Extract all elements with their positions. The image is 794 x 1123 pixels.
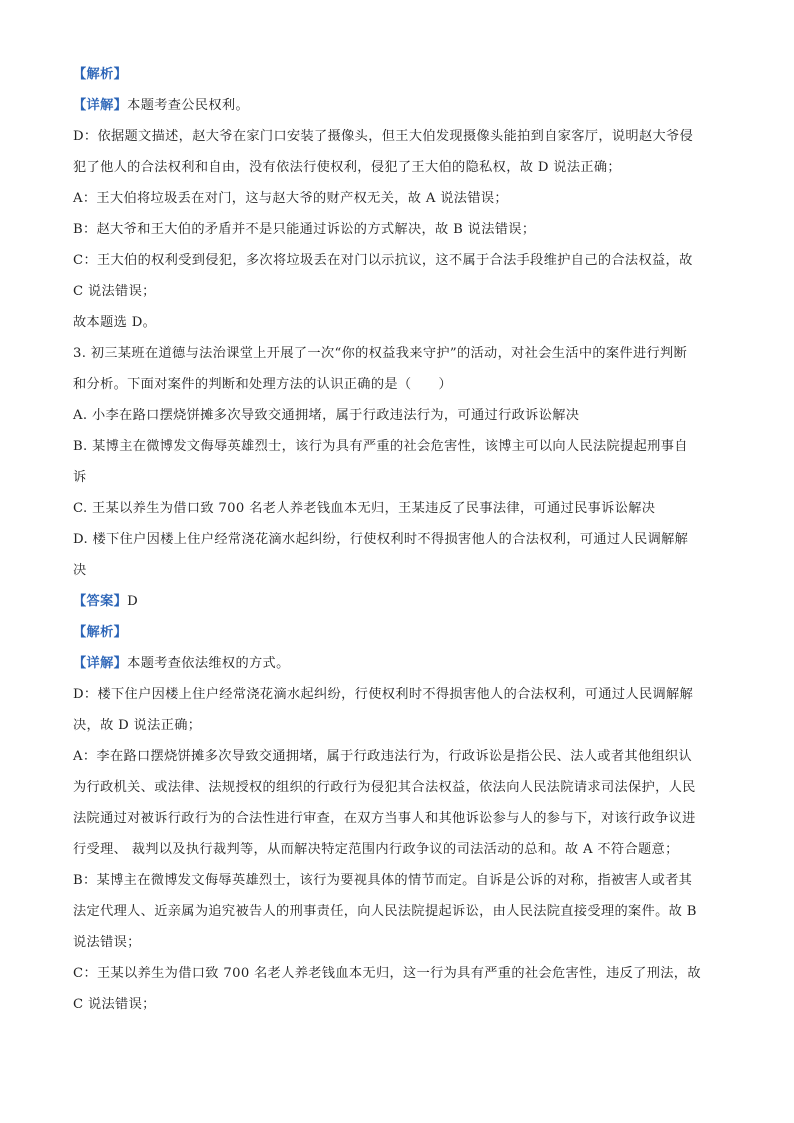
option-a-explanation: 行受理、 裁判以及执行裁判等，从而解决特定范围内行政争议的司法活动的总和。故 A 不符合题意； [73,842,679,857]
option-a-explanation: A：李在路口摆烧饼摊多次导致交通拥堵，属于行政违法行为，行政诉讼是指公民、法人或者其他组织认 [73,749,693,764]
option-d-explanation: D：依据题文描述，赵大爷在家门口安装了摄像头，但王大伯发现摄像头能拍到自家客厅，说明赵大爷侵 [73,129,694,144]
analysis-heading: 【解析】 [73,625,128,640]
option-c-explanation: C 说法错误； [73,284,156,299]
option-b-explanation: B：某博主在微博发文侮辱英雄烈士，该行为要视具体的情节而定。自诉是公诉的对称，指被害人或者其 [73,873,693,888]
analysis-heading: 【解析】 [73,67,128,82]
option-d-explanation: 决，故 D 说法正确； [73,718,202,733]
choice-d: 决 [73,563,87,578]
option-a-explanation: A：王大伯将垃圾丢在对门，这与赵大爷的财产权无关，故 A 说法错误； [73,191,508,206]
choice-b: B. 某博主在微博发文侮辱英雄烈士，该行为具有严重的社会危害性，该博主可以向人民法院提起刑事自 [73,439,688,454]
option-a-explanation: 法院通过对被诉行政行为的合法性进行审查，在双方当事人和其他诉讼参与人的参与下，对该行政争议进 [73,811,696,826]
conclusion: 故本题选 D。 [73,315,157,330]
question-stem: 和分析。下面对案件的判断和处理方法的认识正确的是（ ） [73,377,453,392]
detail-paragraph: 【详解】本题考查公民权利。 [73,98,249,113]
question-stem: 3. 初三某班在道德与法治课堂上开展了一次“你的权益我来守护”的活动，对社会生活中的案件进行判断 [73,346,688,361]
option-c-explanation: C：王某以养生为借口致 700 名老人养老钱血本无归，这一行为具有严重的社会危害性，违反了刑法，故 [73,966,701,981]
option-c-explanation: C 说法错误； [73,997,156,1012]
choice-a: A. 小李在路口摆烧饼摊多次导致交通拥堵，属于行政违法行为，可通过行政诉讼解决 [73,408,580,423]
option-d-explanation: D：楼下住户因楼上住户经常浇花滴水起纠纷，行使权利时不得损害他人的合法权利，可通过人民调解解 [73,687,694,702]
choice-c: C. 王某以养生为借口致 700 名老人养老钱血本无归，王某违反了民事法律，可通过民事诉讼解决 [73,501,656,516]
option-b-explanation: 法定代理人、近亲属为追究被告人的刑事责任，向人民法院提起诉讼，由人民法院直接受理的案件。故 B [73,904,697,919]
option-b-explanation: B：赵大爷和王大伯的矛盾并不是只能通过诉讼的方式解决，故 B 说法错误； [73,222,536,237]
option-d-explanation: 犯了他人的合法权利和自由，没有依法行使权利，侵犯了王大伯的隐私权，故 D 说法正确； [73,160,621,175]
option-b-explanation: 说法错误； [73,935,141,950]
option-a-explanation: 为行政机关、或法律、法规授权的组织的行政行为侵犯其合法权益，依法向人民法院请求司法保护，人民 [73,780,696,795]
choice-d: D. 楼下住户因楼上住户经常浇花滴水起纠纷，行使权利时不得损害他人的合法权利，可通过人民调解解 [73,532,689,547]
choice-b: 诉 [73,470,87,485]
answer-line: 【答案】D [73,594,139,609]
detail-paragraph: 【详解】本题考查依法维权的方式。 [73,656,290,671]
option-c-explanation: C：王大伯的权利受到侵犯，多次将垃圾丢在对门以示抗议，这不属于合法手段维护自己的合法权益，故 [73,253,693,268]
